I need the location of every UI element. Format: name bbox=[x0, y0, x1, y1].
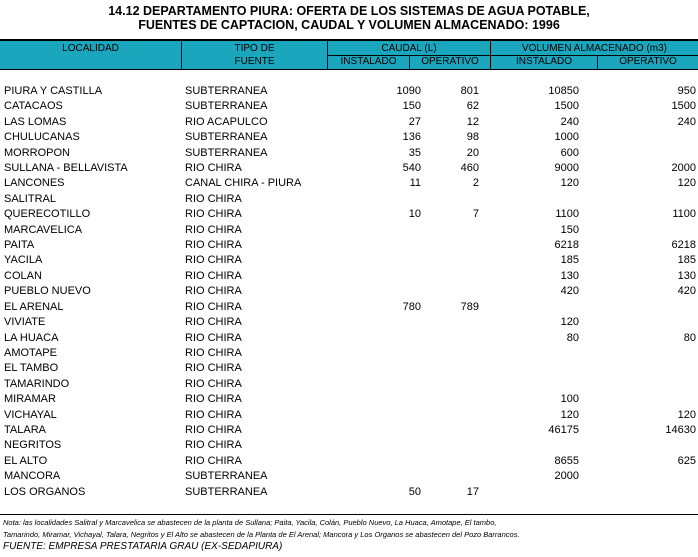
tipo-fuente-cell: RIO CHIRA bbox=[185, 346, 242, 359]
data-table bbox=[0, 84, 698, 500]
tipo-fuente-cell: RIO CHIRA bbox=[185, 408, 242, 421]
header-caudal-instalado: INSTALADO bbox=[340, 56, 397, 67]
localidad-cell: AMOTAPE bbox=[4, 346, 57, 359]
caudal-operativo-cell bbox=[423, 331, 479, 346]
caudal-instalado-cell bbox=[329, 392, 423, 407]
table-row bbox=[0, 469, 698, 484]
volumen-operativo-cell: 120 bbox=[677, 408, 696, 421]
volumen-operativo-cell bbox=[579, 223, 698, 238]
table-row bbox=[0, 176, 698, 191]
header-divider bbox=[597, 55, 598, 69]
caudal-instalado-cell: 35 bbox=[408, 146, 421, 159]
tipo-fuente-cell: SUBTERRANEA bbox=[185, 146, 268, 159]
volumen-instalado-cell: 600 bbox=[560, 146, 579, 159]
header-tipo-line2: FUENTE bbox=[234, 56, 275, 67]
localidad-cell: VIVIATE bbox=[4, 316, 46, 329]
table-row bbox=[0, 331, 698, 346]
volumen-instalado-cell bbox=[479, 346, 579, 361]
tipo-fuente-cell: RIO CHIRA bbox=[185, 300, 242, 313]
volumen-instalado-cell bbox=[479, 438, 579, 453]
volumen-operativo-cell: 420 bbox=[677, 285, 696, 298]
caudal-operativo-cell bbox=[423, 192, 479, 207]
volumen-operativo-cell: 950 bbox=[677, 85, 696, 97]
caudal-instalado-cell: 540 bbox=[402, 162, 421, 175]
table-row bbox=[0, 315, 698, 330]
table-row bbox=[0, 146, 698, 161]
localidad-cell: PIURA Y CASTILLA bbox=[4, 85, 103, 97]
table-row bbox=[0, 346, 698, 361]
header-bottom-rule bbox=[0, 69, 698, 70]
volumen-instalado-cell: 240 bbox=[560, 115, 579, 128]
tipo-fuente-cell: SUBTERRANEA bbox=[185, 85, 268, 97]
tipo-fuente-cell: RIO ACAPULCO bbox=[185, 115, 268, 128]
volumen-instalado-cell bbox=[479, 377, 579, 392]
caudal-operativo-cell bbox=[423, 392, 479, 407]
volumen-instalado-cell: 150 bbox=[560, 223, 579, 236]
volumen-operativo-cell bbox=[579, 146, 698, 161]
volumen-instalado-cell bbox=[479, 361, 579, 376]
caudal-instalado-cell: 11 bbox=[409, 177, 421, 190]
page-title: 14.12 DEPARTAMENTO PIURA: OFERTA DE LOS SISTEMAS DE AGUA POTABLE, bbox=[108, 4, 590, 18]
volumen-operativo-cell bbox=[579, 346, 698, 361]
volumen-operativo-cell bbox=[579, 130, 698, 145]
caudal-operativo-cell bbox=[423, 438, 479, 453]
volumen-operativo-cell: 625 bbox=[677, 454, 696, 467]
volumen-instalado-cell: 10850 bbox=[548, 85, 579, 97]
caudal-instalado-cell bbox=[329, 408, 423, 423]
localidad-cell: PUEBLO NUEVO bbox=[4, 285, 91, 298]
tipo-fuente-cell: SUBTERRANEA bbox=[185, 100, 268, 113]
volumen-instalado-cell bbox=[479, 485, 579, 500]
localidad-cell: MARCAVELICA bbox=[4, 223, 83, 236]
footnote-line-2: Tamarindo, Miramar, Vichayal, Talara, Negritos y El Alto se abastecen de la Planta de El Arenal; Mancora y Los Organos se abastecen del Pozo Barrancos. bbox=[3, 530, 520, 539]
table-row bbox=[0, 377, 698, 392]
localidad-cell: TAMARINDO bbox=[4, 377, 70, 390]
caudal-operativo-cell bbox=[423, 346, 479, 361]
tipo-fuente-cell: RIO CHIRA bbox=[185, 439, 242, 452]
table-row bbox=[0, 300, 698, 315]
volumen-operativo-cell bbox=[579, 438, 698, 453]
localidad-cell: YACILA bbox=[4, 254, 43, 267]
localidad-cell: LA HUACA bbox=[4, 331, 59, 344]
caudal-operativo-cell bbox=[423, 454, 479, 469]
caudal-instalado-cell bbox=[329, 238, 423, 253]
localidad-cell: LAS LOMAS bbox=[4, 115, 67, 128]
caudal-instalado-cell bbox=[329, 423, 423, 438]
header-divider bbox=[181, 41, 182, 69]
tipo-fuente-cell: RIO CHIRA bbox=[185, 393, 242, 406]
table-row bbox=[0, 361, 698, 376]
table-row bbox=[0, 161, 698, 176]
localidad-cell: COLAN bbox=[4, 269, 42, 282]
caudal-instalado-cell bbox=[329, 253, 423, 268]
localidad-cell: CATACAOS bbox=[4, 100, 63, 113]
volumen-instalado-cell: 130 bbox=[560, 269, 579, 282]
source-note: FUENTE: EMPRESA PRESTATARIA GRAU (EX-SEDAPIURA) bbox=[3, 541, 283, 552]
tipo-fuente-cell: RIO CHIRA bbox=[185, 331, 242, 344]
tipo-fuente-cell: RIO CHIRA bbox=[185, 208, 242, 221]
volumen-instalado-cell: 46175 bbox=[548, 423, 579, 436]
localidad-cell: EL ARENAL bbox=[4, 300, 64, 313]
caudal-instalado-cell bbox=[329, 269, 423, 284]
caudal-operativo-cell bbox=[423, 469, 479, 484]
tipo-fuente-cell: CANAL CHIRA - PIURA bbox=[185, 177, 302, 190]
caudal-operativo-cell bbox=[423, 423, 479, 438]
caudal-instalado-cell bbox=[329, 284, 423, 299]
volumen-operativo-cell bbox=[579, 377, 698, 392]
volumen-operativo-cell: 120 bbox=[677, 177, 696, 190]
caudal-operativo-cell: 801 bbox=[460, 85, 479, 97]
localidad-cell: SULLANA - BELLAVISTA bbox=[4, 162, 128, 175]
tipo-fuente-cell: RIO CHIRA bbox=[185, 162, 242, 175]
volumen-instalado-cell: 120 bbox=[560, 408, 579, 421]
header-volumen: VOLUMEN ALMACENADO (m3) bbox=[521, 43, 668, 54]
tipo-fuente-cell: SUBTERRANEA bbox=[185, 131, 268, 144]
volumen-operativo-cell: 1500 bbox=[671, 100, 696, 113]
table-row bbox=[0, 130, 698, 145]
caudal-operativo-cell bbox=[423, 269, 479, 284]
volumen-instalado-cell: 2000 bbox=[554, 470, 579, 483]
localidad-cell: PAITA bbox=[4, 239, 35, 252]
volumen-instalado-cell: 1000 bbox=[554, 131, 579, 144]
volumen-instalado-cell: 6218 bbox=[554, 239, 579, 252]
tipo-fuente-cell: RIO CHIRA bbox=[185, 423, 242, 436]
caudal-instalado-cell: 150 bbox=[402, 100, 421, 113]
volumen-instalado-cell: 185 bbox=[560, 254, 579, 267]
caudal-operativo-cell: 20 bbox=[466, 146, 479, 159]
volumen-operativo-cell: 240 bbox=[677, 115, 696, 128]
tipo-fuente-cell: RIO CHIRA bbox=[185, 285, 242, 298]
caudal-instalado-cell bbox=[329, 223, 423, 238]
caudal-operativo-cell bbox=[423, 408, 479, 423]
localidad-cell: MIRAMAR bbox=[4, 393, 56, 406]
caudal-operativo-cell: 62 bbox=[466, 100, 479, 113]
tipo-fuente-cell: RIO CHIRA bbox=[185, 316, 242, 329]
volumen-operativo-cell bbox=[579, 361, 698, 376]
table-row bbox=[0, 284, 698, 299]
caudal-instalado-cell bbox=[329, 315, 423, 330]
localidad-cell: VICHAYAL bbox=[4, 408, 57, 421]
localidad-cell: LANCONES bbox=[4, 177, 65, 190]
volumen-operativo-cell bbox=[579, 485, 698, 500]
header-localidad: LOCALIDAD bbox=[62, 43, 119, 54]
localidad-cell: LOS ORGANOS bbox=[4, 485, 86, 498]
volumen-instalado-cell: 120 bbox=[560, 177, 579, 190]
table-row bbox=[0, 392, 698, 407]
volumen-operativo-cell bbox=[579, 392, 698, 407]
caudal-instalado-cell bbox=[329, 377, 423, 392]
volumen-instalado-cell: 1500 bbox=[554, 100, 579, 113]
tipo-fuente-cell: RIO CHIRA bbox=[185, 454, 242, 467]
volumen-operativo-cell: 185 bbox=[677, 254, 696, 267]
volumen-instalado-cell: 9000 bbox=[554, 162, 579, 175]
header-volumen-instalado: INSTALADO bbox=[516, 56, 572, 67]
caudal-operativo-cell bbox=[423, 223, 479, 238]
volumen-operativo-cell: 130 bbox=[677, 269, 696, 282]
table-row bbox=[0, 192, 698, 207]
localidad-cell: NEGRITOS bbox=[4, 439, 62, 452]
table-row bbox=[0, 423, 698, 438]
caudal-operativo-cell: 789 bbox=[460, 300, 479, 313]
tipo-fuente-cell: RIO CHIRA bbox=[185, 377, 242, 390]
tipo-fuente-cell: SUBTERRANEA bbox=[185, 485, 268, 498]
caudal-instalado-cell bbox=[329, 192, 423, 207]
table-row bbox=[0, 207, 698, 222]
header-volumen-operativo: OPERATIVO bbox=[619, 56, 677, 67]
page-subtitle: FUENTES DE CAPTACION, CAUDAL Y VOLUMEN ALMACENADO: 1996 bbox=[138, 18, 560, 32]
tipo-fuente-cell: RIO CHIRA bbox=[185, 223, 242, 236]
localidad-cell: CHULUCANAS bbox=[4, 131, 80, 144]
table-bottom-rule bbox=[0, 514, 698, 515]
volumen-instalado-cell: 1100 bbox=[555, 208, 579, 221]
volumen-operativo-cell bbox=[579, 315, 698, 330]
volumen-operativo-cell: 2000 bbox=[671, 162, 696, 175]
tipo-fuente-cell: RIO CHIRA bbox=[185, 269, 242, 282]
table-row bbox=[0, 269, 698, 284]
header-divider bbox=[409, 55, 410, 69]
volumen-instalado-cell: 120 bbox=[560, 316, 579, 329]
table-row bbox=[0, 485, 698, 500]
localidad-cell: EL ALTO bbox=[4, 454, 48, 467]
table-row bbox=[0, 454, 698, 469]
localidad-cell: EL TAMBO bbox=[4, 362, 59, 375]
caudal-instalado-cell: 27 bbox=[408, 115, 421, 128]
caudal-instalado-cell bbox=[329, 454, 423, 469]
tipo-fuente-cell: RIO CHIRA bbox=[185, 239, 242, 252]
table-row bbox=[0, 408, 698, 423]
volumen-instalado-cell: 100 bbox=[560, 393, 579, 406]
volumen-operativo-cell: 14630 bbox=[665, 423, 696, 436]
table-row bbox=[0, 238, 698, 253]
caudal-operativo-cell: 2 bbox=[472, 177, 479, 190]
localidad-cell: SALITRAL bbox=[4, 192, 56, 205]
table-row bbox=[0, 99, 698, 114]
tipo-fuente-cell: RIO CHIRA bbox=[185, 192, 242, 205]
caudal-instalado-cell: 10 bbox=[408, 208, 421, 221]
caudal-instalado-cell: 50 bbox=[408, 485, 421, 498]
volumen-operativo-cell: 80 bbox=[683, 331, 696, 344]
caudal-instalado-cell bbox=[329, 469, 423, 484]
caudal-operativo-cell: 12 bbox=[466, 115, 479, 128]
volumen-operativo-cell: 6218 bbox=[671, 239, 696, 252]
caudal-operativo-cell bbox=[423, 315, 479, 330]
tipo-fuente-cell: RIO CHIRA bbox=[185, 254, 242, 267]
caudal-instalado-cell: 780 bbox=[402, 300, 421, 313]
caudal-operativo-cell: 98 bbox=[466, 131, 479, 144]
volumen-operativo-cell bbox=[579, 300, 698, 315]
volumen-instalado-cell bbox=[479, 300, 579, 315]
caudal-instalado-cell bbox=[329, 346, 423, 361]
table-row bbox=[0, 438, 698, 453]
localidad-cell: MORROPON bbox=[4, 146, 70, 159]
caudal-instalado-cell: 1090 bbox=[396, 85, 421, 97]
footnote-line-1: Nota: las localidades Salitral y Marcavelica se abastecen de la planta de Sullana; Paita, Yacila, Colán, Pueblo Nuevo, La Huaca, Amotape, El tambo, bbox=[3, 518, 497, 527]
volumen-instalado-cell: 80 bbox=[566, 331, 579, 344]
volumen-instalado-cell: 8655 bbox=[554, 454, 579, 467]
volumen-instalado-cell: 420 bbox=[560, 285, 579, 298]
caudal-instalado-cell bbox=[329, 438, 423, 453]
caudal-instalado-cell: 136 bbox=[402, 131, 421, 144]
caudal-operativo-cell bbox=[423, 238, 479, 253]
caudal-operativo-cell bbox=[423, 377, 479, 392]
volumen-operativo-cell bbox=[579, 192, 698, 207]
caudal-operativo-cell: 7 bbox=[472, 208, 479, 221]
caudal-instalado-cell bbox=[329, 361, 423, 376]
tipo-fuente-cell: RIO CHIRA bbox=[185, 362, 242, 375]
localidad-cell: TALARA bbox=[4, 423, 46, 436]
header-caudal-operativo: OPERATIVO bbox=[421, 56, 479, 67]
volumen-operativo-cell: 1100 bbox=[672, 208, 696, 221]
volumen-instalado-cell bbox=[479, 192, 579, 207]
caudal-operativo-cell: 460 bbox=[460, 162, 479, 175]
table-row bbox=[0, 84, 698, 99]
tipo-fuente-cell: SUBTERRANEA bbox=[185, 470, 268, 483]
localidad-cell: QUERECOTILLO bbox=[4, 208, 91, 221]
header-caudal: CAUDAL (L) bbox=[381, 43, 437, 54]
caudal-operativo-cell bbox=[423, 284, 479, 299]
volumen-operativo-cell bbox=[579, 469, 698, 484]
header-tipo-line1: TIPO DE bbox=[234, 43, 275, 54]
localidad-cell: MANCORA bbox=[4, 470, 61, 483]
table-row bbox=[0, 253, 698, 268]
caudal-instalado-cell bbox=[329, 331, 423, 346]
header-subrule bbox=[327, 55, 698, 56]
caudal-operativo-cell bbox=[423, 361, 479, 376]
table-row bbox=[0, 115, 698, 130]
caudal-operativo-cell: 17 bbox=[466, 485, 479, 498]
caudal-operativo-cell bbox=[423, 253, 479, 268]
table-row bbox=[0, 223, 698, 238]
